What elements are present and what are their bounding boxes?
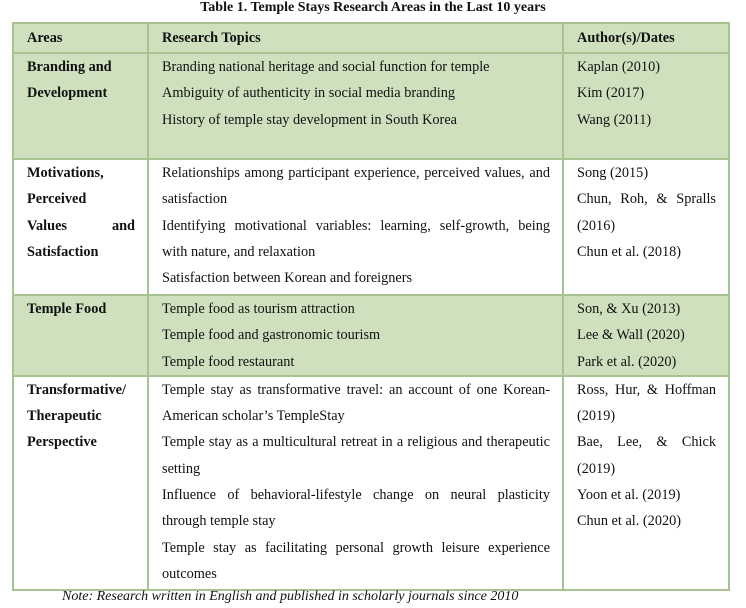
author-item: Chun, Roh, & Spralls (2016) (577, 191, 716, 234)
research-areas-table (12, 22, 730, 591)
author-item: Bae, Lee, & Chick (2019) (577, 434, 716, 477)
author-item: Kaplan (2010) (577, 59, 660, 75)
area-line: Transformative/ (27, 381, 126, 398)
author-item: Ross, Hur, & Hoffman (2019) (577, 381, 716, 425)
topics-cell (148, 159, 563, 295)
table-row (13, 376, 729, 590)
topic-item: Identifying motivational variables: learning, self-growth, being with nature, and relaxation (162, 217, 550, 260)
topic-item: Temple stay as a multicultural retreat in a religious and therapeutic setting (162, 434, 550, 477)
topics-cell (148, 53, 563, 159)
header-research-topics: Research Topics (148, 23, 563, 53)
topic-item: History of temple stay development in South Korea (162, 111, 458, 128)
table-note: Note: Research written in English and published in scholarly journals since 2010 (62, 589, 519, 604)
author-item: Son, & Xu (2013) (577, 301, 681, 317)
area-line: Satisfaction (27, 243, 99, 260)
area-line: Perceived (27, 191, 87, 208)
authors-cell (563, 159, 729, 295)
topic-item: Relationships among participant experience, perceived values, and satisfaction (162, 165, 550, 208)
topics-cell (148, 295, 563, 376)
topics-cell (148, 376, 563, 590)
authors-cell (563, 53, 729, 159)
topic-item: Temple food as tourism attraction (162, 301, 355, 317)
area-cell (13, 159, 148, 295)
table-row (13, 53, 729, 159)
authors-cell (563, 295, 729, 376)
author-item: Song (2015) (577, 165, 649, 181)
table-row (13, 159, 729, 295)
topic-item: Temple stay as transformative travel: an account of one Korean-American scholar’s TempleStay (162, 381, 550, 425)
area-line: Branding and (27, 59, 112, 75)
author-item: Yoon et al. (2019) (577, 487, 681, 504)
area-line: Values and (27, 217, 135, 234)
authors-cell (563, 376, 729, 590)
author-item: Kim (2017) (577, 85, 645, 102)
author-item: Chun et al. (2020) (577, 513, 682, 530)
area-cell (13, 295, 148, 376)
topic-item: Temple food and gastronomic tourism (162, 327, 381, 344)
topic-item: Temple stay as facilitating personal growth leisure experience outcomes (162, 539, 550, 582)
header-authors-dates: Author(s)/Dates (563, 23, 729, 53)
author-item: Park et al. (2020) (577, 353, 677, 370)
author-item: Wang (2011) (577, 111, 652, 128)
header-areas: Areas (13, 23, 148, 53)
table-row (13, 295, 729, 376)
area-line: Therapeutic (27, 408, 102, 425)
topic-item: Ambiguity of authenticity in social media branding (162, 85, 456, 102)
topic-item: Satisfaction between Korean and foreigners (162, 270, 413, 287)
area-cell (13, 53, 148, 159)
area-line: Motivations, (27, 165, 104, 181)
topic-item: Influence of behavioral-lifestyle change on neural plasticity through temple stay (162, 487, 550, 530)
topic-item: Branding national heritage and social function for temple (162, 59, 490, 75)
area-line: Perspective (27, 434, 97, 451)
table-title: Table 1. Temple Stays Research Areas in the Last 10 years (200, 0, 546, 15)
area-line: Temple Food (27, 301, 107, 317)
table-header-row (13, 23, 729, 53)
area-line: Development (27, 85, 108, 102)
author-item: Chun et al. (2018) (577, 243, 682, 260)
area-cell (13, 376, 148, 590)
author-item: Lee & Wall (2020) (577, 327, 685, 344)
topic-item: Temple food restaurant (162, 353, 295, 370)
